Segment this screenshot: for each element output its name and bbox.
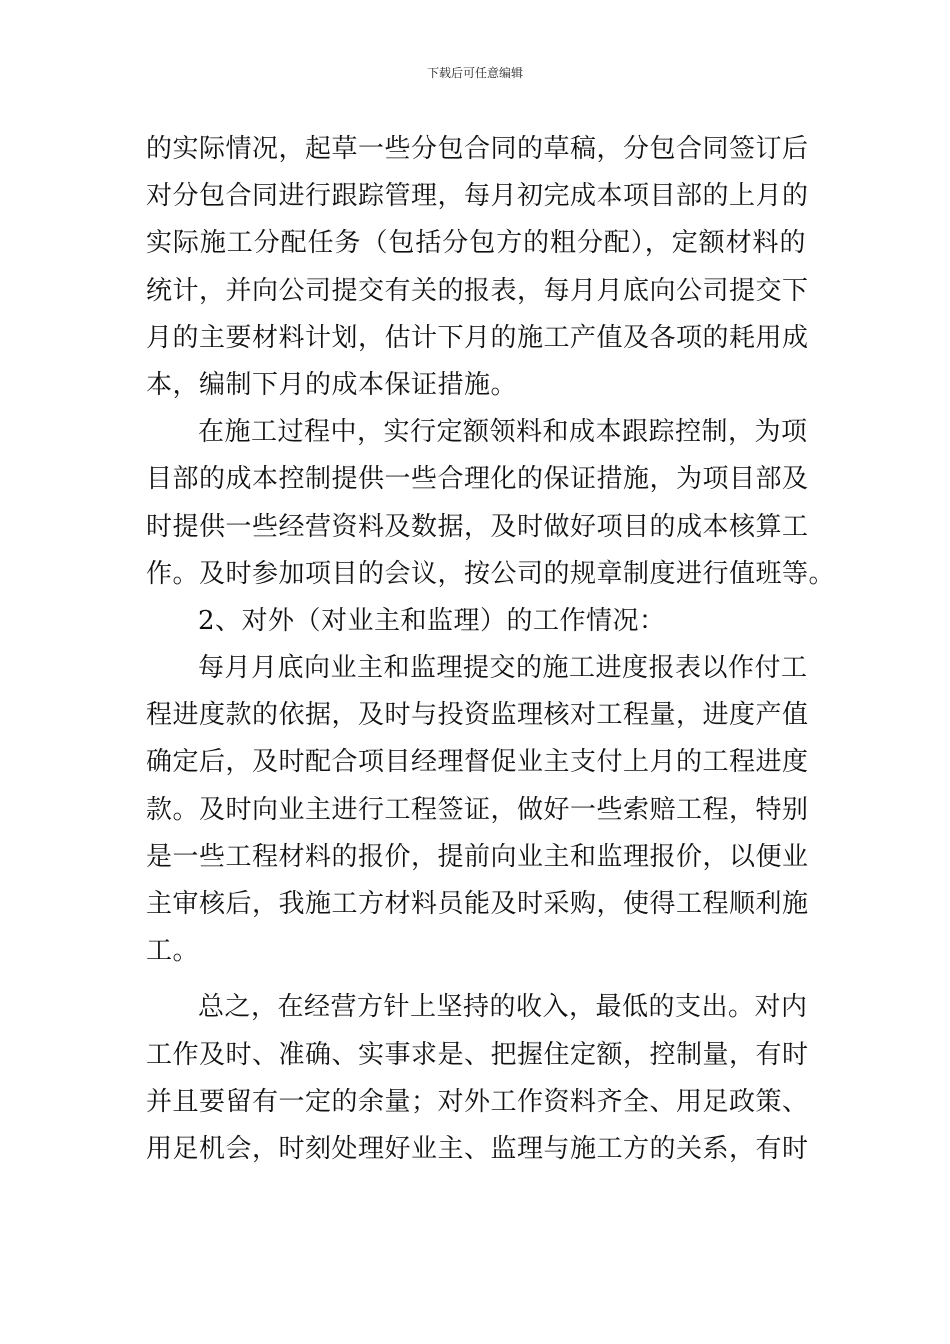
text-line: 对分包合同进行跟踪管理，每月初完成本项目部的上月的 bbox=[146, 181, 809, 212]
text-line: 时提供一些经营资料及数据，及时做好项目的成本核算工 bbox=[146, 511, 809, 542]
text-line: 作。及时参加项目的会议，按公司的规章制度进行值班等。 bbox=[146, 558, 836, 589]
text-line: 月的主要材料计划，估计下月的施工产值及各项的耗用成 bbox=[146, 322, 809, 353]
page-header: 下载后可任意编辑 bbox=[426, 66, 523, 80]
text-line: 主审核后，我施工方材料员能及时采购，使得工程顺利施 bbox=[146, 889, 809, 919]
section-heading: 2、对外（对业主和监理）的工作情况： bbox=[198, 605, 666, 636]
text-line: 款。及时向业主进行工程签证，做好一些索赔工程，特别 bbox=[146, 794, 809, 825]
document-body bbox=[146, 126, 836, 1173]
text-line: 程进度款的依据，及时与投资监理核对工程量，进度产值 bbox=[146, 700, 809, 731]
text-line: 用足机会，时刻处理好业主、监理与施工方的关系，有时 bbox=[146, 1133, 809, 1164]
paragraph-start-line: 总之，在经营方针上坚持的收入，最低的支出。对内 bbox=[198, 992, 808, 1023]
paragraph-start-line: 在施工过程中，实行定额领料和成本跟踪控制，为项 bbox=[198, 417, 808, 448]
text-line: 工。 bbox=[146, 936, 200, 967]
text-line: 工作及时、准确、实事求是、把握住定额，控制量，有时 bbox=[146, 1039, 809, 1070]
text-line: 是一些工程材料的报价，提前向业主和监理报价，以便业 bbox=[146, 841, 809, 872]
text-line: 统计，并向公司提交有关的报表，每月月底向公司提交下 bbox=[146, 275, 809, 306]
text-line: 本，编制下月的成本保证措施。 bbox=[146, 369, 518, 400]
text-line: 的实际情况，起草一些分包合同的草稿，分包合同签订后 bbox=[146, 134, 809, 164]
text-line: 目部的成本控制提供一些合理化的保证措施，为项目部及 bbox=[146, 464, 809, 495]
text-line: 确定后，及时配合项目经理督促业主支付上月的工程进度 bbox=[146, 747, 809, 778]
text-line: 实际施工分配任务（包括分包方的粗分配），定额材料的 bbox=[146, 228, 806, 259]
paragraph-start-line: 每月月底向业主和监理提交的施工进度报表以作付工 bbox=[198, 653, 808, 684]
text-line: 并且要留有一定的余量；对外工作资料齐全、用足政策、 bbox=[146, 1086, 809, 1117]
